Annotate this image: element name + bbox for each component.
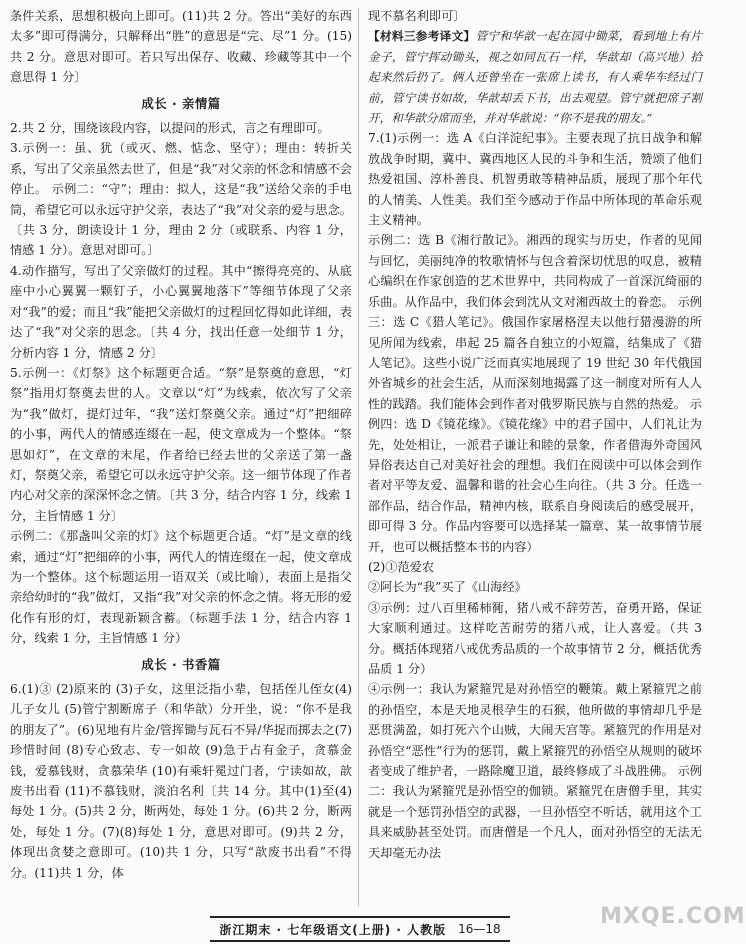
section-heading-family: 成长 · 亲情篇: [141, 95, 221, 111]
answer-6: 6.(1)③ (2)原来的 (3)子女，这里泛指小辈，包括侄儿侄女(4)儿子女儿 (5)管宁割断席子（和华歆）分开坐，说：“你不是我的朋友了”。(6)见地有片金/管挥锄与瓦石不异/华捉而掷去之(7)珍惜时间 (8)专心致志、专一如故 (9)急于占有金子，贪慕金钱，爱慕钱财，贪慕荣华 (10)有乘轩冕过门者，宁读如故，歆废书出看 (11)不慕钱财，淡泊名利〔共 14 分。其中(1)至(4)每处 1 分。(5)共 2 分，断两处，每处 1 分。(6)共 2 分，断两处，每处 1 分。(7)(8)每处 1 分，意思对即可。(9)共 2 分，体现出贪婪之意即可。(10)共 1 分，只写“歆废书出看”不得分。(11)共 1 分，体: [10, 682, 352, 880]
family-answers: [10, 118, 352, 649]
answer-7-2-3: ③示例：过八百里稀柿衕，猪八戒不辞劳苦，奋勇开路，保证大家顺利通过。这样吃苦耐劳的猪八戒，让人喜爱。（共 3 分。概括体现猪八戒优秀品质的一个故事情节 2 分，概括优秀品质 1 分）: [368, 600, 702, 676]
left-column: [10, 6, 352, 883]
answer-6-continued: 现不慕名利即可〕: [368, 9, 466, 23]
footer-title: 浙江期末 · 七年级语文(上册) · 人教版: [219, 922, 447, 937]
answer-2: 2.共 2 分，围绕该段内容，以提问的形式，言之有理即可。: [10, 121, 330, 136]
answer-4: 4.动作描写，写出了父亲做灯的过程。其中“擦得亮亮的、从底座中小心翼翼一颗钉子，小心翼翼地落下”等细节体现了父亲对“我”的爱；而且“我”能把父亲做灯的过程回忆得如此详细，表达了“我”对父亲的思念。〔共 4 分，找出任意一处细节 1 分，分析内容 1 分，情感 2 分〕: [10, 263, 352, 360]
page-footer: [210, 916, 510, 942]
answer-5-example-1: 5.示例一：《灯祭》这个标题更合适。“祭”是祭奠的意思，“灯祭”指用灯祭奠去世的人。文章以“灯”为线索，依次写了父亲为“我”做灯，提灯过年，“我”送灯祭奠父亲。通过“灯”把细碎的小事，两代人的情感连缀在一起，使文章成为一个整体。“祭思如灯”，在文章的末尾，作者给已经去世的父亲送了第一盏灯，祭奠父亲，希望它可以永远守护父亲。这一细节体现了作者内心对父亲的深深怀念之情。〔共 3 分，结合内容 1 分，线索 1 分，主旨情感 1 分〕: [10, 365, 352, 523]
column-divider: [358, 8, 359, 906]
left-top-block: [10, 6, 352, 88]
watermark: MXQE.COM: [600, 904, 746, 929]
answer-7-examples: 示例二：选 B《湘行散记》。湘西的现实与历史，作者的见闻与回忆，美丽纯净的牧歌情怀与包含着深切忧思的叹息，被精心编织在作家创造的艺术世界中，共同构成了一首深沉绮丽的乐曲。从作品中，我们体会到沈从文对湘西故土的眷恋。 示例三：选 C《猎人笔记》。俄国作家屠格涅夫以他行猎漫游的所见所闻为线索，串起 25 篇各自独立的小短篇，结集成了《猎人笔记》。这些小说广泛而真实地展现了 19 世纪 30 年代俄国外省城乡的社会生活，从而深刻地揭露了这一制度对所有人人性的践踏。我们能体会到作者对俄罗斯民族与自然的热爱。 示例四：选 D《镜花缘》。《镜花缘》中的君子国中，人们礼让为先，处处相让，一派君子谦让和睦的景象，作者借海外奇国风异俗表达自己对美好社会的理想。我们在阅读中可以体会到作者对平等友爱、温馨和谐的社会心生向往。（共 3 分。任选一部作品，结合作品，精神内核，联系自身阅读后的感受展开，即可得 3 分。作品内容要可以选择某一篇章、某一故事情节展开，也可以概括整本书的内容）: [368, 233, 702, 554]
material-translation: [368, 26, 702, 128]
answer-7-2-1: (2)①范爱农: [368, 559, 435, 574]
answer-3: 3.示例一：虽、犹（或灭、燃、惦念、坚守）；理由：转折关系，写出了父亲虽然去世了，但是“我”对父亲的怀念和情感不会停止。 示例二：“守”；理由：拟人，这是“我”送给父亲的手电筒，希望它可以永远守护父亲，表达了“我”对父亲的爱与思念。〔共 3 分，朗读设计 1 分，理由 2 分（或联系、内容 1 分，情感 1 分）。意思对即可。〕: [10, 141, 352, 258]
material-text: 管宁和华歆一起在园中锄菜，看到地上有片金子，管宁挥动锄头，视之如同瓦石一样，华歆却（高兴地）拾起来然后扔了。俩人还曾坐在一张席上读书，有人乘华车经过门前，管宁读书如故，华歆却丢下书，出去观望。管宁就把席子割开，和华歆分席而坐，并对华歆说：“你不是我的朋友。”: [368, 29, 702, 126]
books-answers: [10, 679, 352, 883]
material-tag: 【材料三参考译文】: [368, 29, 476, 44]
answer-7-2-2: ②阿长为“我”买了《山海经》: [368, 580, 527, 595]
page-number: 16—18: [458, 922, 501, 936]
answer-7-example-1: 7.(1)示例一：选 A《白洋淀纪事》。主要表现了抗日战争和解放战争时期，冀中、冀西地区人民的斗争和生活，赞颂了他们热爱祖国、淳朴善良、机智勇敢等精神品质，展现了那个年代的人情美、人性美。我们至今感动于作品中所体现的革命乐观主义精神。: [368, 131, 702, 228]
paragraph: 条件关系，思想积极向上即可。(11)共 2 分。答出“美好的东西太多”即可得满分，只解释出“胜”的意思是“完、尽”1 分。(15)共 2 分。意思对即可。若只写出保存、收藏、珍藏等其中一个意思得 1 分〕: [10, 9, 352, 85]
answer-5-example-2: 示例二：《那盏叫父亲的灯》这个标题更合适。“灯”是文章的线索，通过“灯”把细碎的小事，两代人的情连缀在一起，使文章成为一个整体。这个标题运用一语双关（或比喻），表面上是指父亲给幼时的“我”做灯，又指“我”对父亲的怀念之情。将无形的爱化作有形的灯，表现新颖含蓄。（标题手法 1 分，结合内容 1 分，线索 1 分，主旨情感 1 分）: [10, 529, 352, 646]
right-column: [368, 6, 702, 863]
reading-answers: [368, 128, 702, 863]
answer-7-2-4: ④示例一：我认为紧箍咒是对孙悟空的鞭策。戴上紧箍咒之前的孙悟空，本是天地灵根孕生的石猴，他所做的事情却几乎是恶贯满盈，如打死六个山贼，大闹天宫等。紧箍咒的作用是对孙悟空“恶性”行为的惩罚，戴上紧箍咒的孙悟空从规则的破坏者变成了维护者，一路除魔卫道，最终修成了斗战胜佛。 示例二：我认为紧箍咒是孙悟空的伽锁。紧箍咒在唐僧手里，其实就是一个惩罚孙悟空的武器，一旦孙悟空不听话，就用这个工具来威胁甚至处罚。而唐僧是一个凡人，面对孙悟空的无法无天却毫无办法: [368, 682, 702, 860]
section-heading-books: 成长 · 书香篇: [141, 656, 221, 672]
